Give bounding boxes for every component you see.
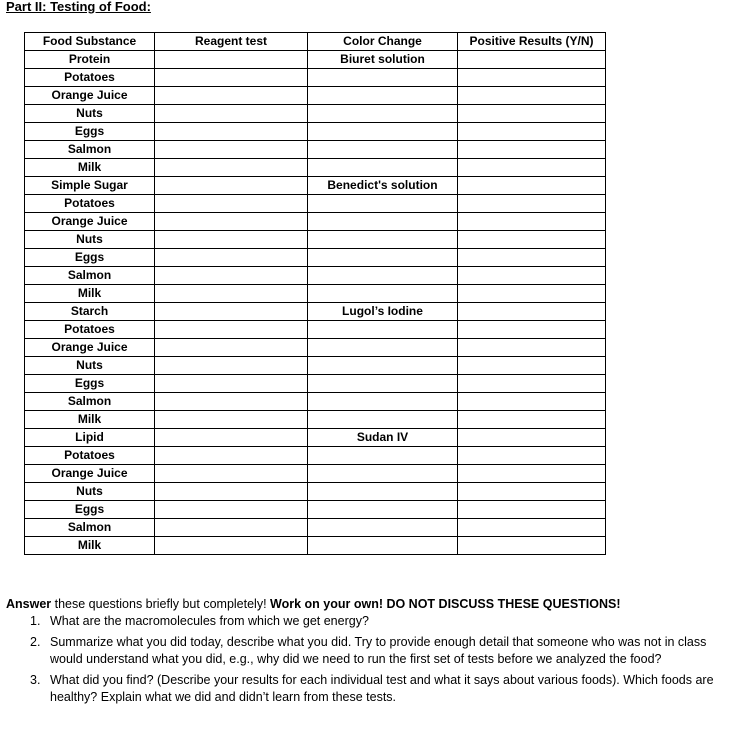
- table-row: [25, 393, 606, 411]
- color-change-cell[interactable]: [308, 231, 458, 249]
- reagent-test-cell[interactable]: [155, 411, 308, 429]
- food-cell: Potatoes: [25, 321, 155, 339]
- positive-result-cell[interactable]: [458, 393, 606, 411]
- positive-result-cell[interactable]: [458, 303, 606, 321]
- food-cell: Eggs: [25, 501, 155, 519]
- food-cell: Potatoes: [25, 69, 155, 87]
- reagent-test-cell[interactable]: [155, 303, 308, 321]
- reagent-test-cell[interactable]: [155, 519, 308, 537]
- reagent-test-cell[interactable]: [155, 69, 308, 87]
- reagent-test-cell[interactable]: [155, 483, 308, 501]
- instructions: [6, 596, 728, 612]
- table-row: [25, 375, 606, 393]
- food-cell: Nuts: [25, 483, 155, 501]
- positive-result-cell[interactable]: [458, 501, 606, 519]
- food-cell: Salmon: [25, 519, 155, 537]
- question-item: [24, 613, 728, 631]
- food-cell: Potatoes: [25, 447, 155, 465]
- food-cell: Eggs: [25, 123, 155, 141]
- food-cell: Orange Juice: [25, 465, 155, 483]
- reagent-test-cell[interactable]: [155, 537, 308, 555]
- reagent-test-cell[interactable]: [155, 159, 308, 177]
- color-change-cell[interactable]: [308, 519, 458, 537]
- color-change-cell[interactable]: [308, 321, 458, 339]
- color-change-cell[interactable]: [308, 393, 458, 411]
- color-change-cell[interactable]: [308, 465, 458, 483]
- question-item: [24, 634, 728, 669]
- nutrient-cell: Starch: [25, 303, 155, 321]
- reagent-test-cell[interactable]: [155, 357, 308, 375]
- table-row: [25, 465, 606, 483]
- color-change-cell[interactable]: [308, 249, 458, 267]
- table-row: [25, 357, 606, 375]
- food-cell: Eggs: [25, 375, 155, 393]
- instructions-lead: Answer: [6, 597, 52, 611]
- reagent-test-cell[interactable]: [155, 123, 308, 141]
- color-change-cell[interactable]: [308, 501, 458, 519]
- color-change-cell[interactable]: [308, 195, 458, 213]
- question-text: Summarize what you did today, describe what you did. Try to provide enough detail that someone who was not in class would understand what you did, e.g., why did we need to run the first set of tests before we analyzed the food?: [50, 634, 707, 666]
- positive-result-cell[interactable]: [458, 465, 606, 483]
- section-title: Part II: Testing of Food:: [6, 0, 151, 14]
- positive-result-cell[interactable]: [458, 105, 606, 123]
- reagent-test-cell[interactable]: [155, 393, 308, 411]
- food-cell: Salmon: [25, 141, 155, 159]
- reagent-test-cell[interactable]: [155, 465, 308, 483]
- positive-result-cell[interactable]: [458, 339, 606, 357]
- question-text: What are the macromolecules from which we get energy?: [50, 614, 369, 628]
- food-cell: Milk: [25, 537, 155, 555]
- food-cell: Orange Juice: [25, 87, 155, 105]
- color-change-cell[interactable]: [308, 537, 458, 555]
- question-number: 2.: [30, 634, 41, 649]
- positive-result-cell[interactable]: [458, 375, 606, 393]
- reagent-name-cell: Lugol’s Iodine: [308, 303, 458, 321]
- positive-result-cell[interactable]: [458, 177, 606, 195]
- positive-result-cell[interactable]: [458, 69, 606, 87]
- color-change-cell[interactable]: [308, 357, 458, 375]
- table-row: [25, 537, 606, 555]
- nutrient-row: [25, 429, 606, 447]
- positive-result-cell[interactable]: [458, 51, 606, 69]
- reagent-test-cell[interactable]: [155, 321, 308, 339]
- instructions-middle: these questions briefly but completely!: [51, 597, 271, 611]
- food-cell: Milk: [25, 285, 155, 303]
- reagent-test-cell[interactable]: [155, 141, 308, 159]
- food-cell: Nuts: [25, 231, 155, 249]
- reagent-name-cell: Biuret solution: [308, 51, 458, 69]
- food-cell: Orange Juice: [25, 213, 155, 231]
- table-row: [25, 159, 606, 177]
- reagent-test-cell[interactable]: [155, 429, 308, 447]
- color-change-cell[interactable]: [308, 339, 458, 357]
- table-row: [25, 141, 606, 159]
- reagent-test-cell[interactable]: [155, 375, 308, 393]
- reagent-name-cell: Sudan IV: [308, 429, 458, 447]
- positive-result-cell[interactable]: [458, 267, 606, 285]
- nutrient-row: [25, 303, 606, 321]
- reagent-test-cell[interactable]: [155, 105, 308, 123]
- positive-result-cell[interactable]: [458, 249, 606, 267]
- color-change-cell[interactable]: [308, 447, 458, 465]
- header-reagent-test: Reagent test: [155, 33, 308, 51]
- reagent-test-cell[interactable]: [155, 213, 308, 231]
- header-color-change: Color Change: [308, 33, 458, 51]
- table-row: [25, 267, 606, 285]
- positive-result-cell[interactable]: [458, 321, 606, 339]
- reagent-test-cell[interactable]: [155, 447, 308, 465]
- reagent-test-cell[interactable]: [155, 285, 308, 303]
- positive-result-cell[interactable]: [458, 159, 606, 177]
- reagent-test-cell[interactable]: [155, 339, 308, 357]
- question-text: What did you find? (Describe your results for each individual test and what it says about various foods). Which foods are healthy? Explain what we did and didn’t learn from these tests.: [50, 672, 714, 704]
- table-row: [25, 285, 606, 303]
- table-header-row: [25, 33, 606, 51]
- positive-result-cell[interactable]: [458, 231, 606, 249]
- question-number: 1.: [30, 614, 41, 628]
- color-change-cell[interactable]: [308, 69, 458, 87]
- food-testing-table: [24, 32, 606, 555]
- color-change-cell[interactable]: [308, 375, 458, 393]
- positive-result-cell[interactable]: [458, 285, 606, 303]
- nutrient-cell: Protein: [25, 51, 155, 69]
- nutrient-row: [25, 177, 606, 195]
- nutrient-cell: Simple Sugar: [25, 177, 155, 195]
- nutrient-row: [25, 51, 606, 69]
- positive-result-cell[interactable]: [458, 537, 606, 555]
- reagent-test-cell[interactable]: [155, 249, 308, 267]
- reagent-test-cell[interactable]: [155, 177, 308, 195]
- header-food-substance: Food Substance: [25, 33, 155, 51]
- positive-result-cell[interactable]: [458, 123, 606, 141]
- positive-result-cell[interactable]: [458, 411, 606, 429]
- table-row: [25, 339, 606, 357]
- table-row: [25, 321, 606, 339]
- color-change-cell[interactable]: [308, 411, 458, 429]
- color-change-cell[interactable]: [308, 483, 458, 501]
- positive-result-cell[interactable]: [458, 357, 606, 375]
- food-cell: Salmon: [25, 267, 155, 285]
- table-row: [25, 447, 606, 465]
- positive-result-cell[interactable]: [458, 141, 606, 159]
- color-change-cell[interactable]: [308, 213, 458, 231]
- reagent-test-cell[interactable]: [155, 195, 308, 213]
- food-cell: Nuts: [25, 357, 155, 375]
- reagent-test-cell[interactable]: [155, 51, 308, 69]
- reagent-test-cell[interactable]: [155, 87, 308, 105]
- reagent-test-cell[interactable]: [155, 231, 308, 249]
- reagent-test-cell[interactable]: [155, 501, 308, 519]
- reagent-name-cell: Benedict's solution: [308, 177, 458, 195]
- color-change-cell[interactable]: [308, 267, 458, 285]
- food-cell: Orange Juice: [25, 339, 155, 357]
- table-row: [25, 483, 606, 501]
- table-row: [25, 69, 606, 87]
- table-row: [25, 501, 606, 519]
- question-item: [24, 672, 728, 707]
- food-cell: Milk: [25, 159, 155, 177]
- table-row: [25, 411, 606, 429]
- positive-result-cell[interactable]: [458, 195, 606, 213]
- question-number: 3.: [30, 672, 41, 687]
- table-row: [25, 123, 606, 141]
- food-cell: Nuts: [25, 105, 155, 123]
- question-list: [24, 613, 728, 710]
- positive-result-cell[interactable]: [458, 483, 606, 501]
- color-change-cell[interactable]: [308, 141, 458, 159]
- table-row: [25, 213, 606, 231]
- positive-result-cell[interactable]: [458, 87, 606, 105]
- header-positive-results: Positive Results (Y/N): [458, 33, 606, 51]
- color-change-cell[interactable]: [308, 159, 458, 177]
- table-row: [25, 105, 606, 123]
- positive-result-cell[interactable]: [458, 429, 606, 447]
- positive-result-cell[interactable]: [458, 213, 606, 231]
- color-change-cell[interactable]: [308, 87, 458, 105]
- table-row: [25, 231, 606, 249]
- food-cell: Salmon: [25, 393, 155, 411]
- food-cell: Potatoes: [25, 195, 155, 213]
- table-row: [25, 519, 606, 537]
- table-row: [25, 195, 606, 213]
- table-body: [25, 51, 606, 555]
- nutrient-cell: Lipid: [25, 429, 155, 447]
- table-row: [25, 87, 606, 105]
- instructions-tail: Work on your own! DO NOT DISCUSS THESE QUESTIONS!: [270, 597, 621, 611]
- food-cell: Milk: [25, 411, 155, 429]
- positive-result-cell[interactable]: [458, 519, 606, 537]
- color-change-cell[interactable]: [308, 123, 458, 141]
- reagent-test-cell[interactable]: [155, 267, 308, 285]
- color-change-cell[interactable]: [308, 105, 458, 123]
- positive-result-cell[interactable]: [458, 447, 606, 465]
- food-cell: Eggs: [25, 249, 155, 267]
- table-row: [25, 249, 606, 267]
- color-change-cell[interactable]: [308, 285, 458, 303]
